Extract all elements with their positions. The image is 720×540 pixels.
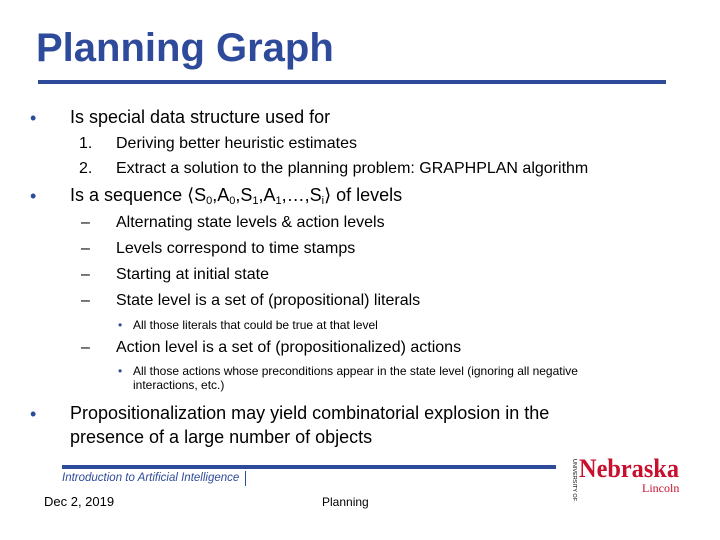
logo-main-text: Nebraska xyxy=(579,454,679,483)
dash-marker: – xyxy=(81,292,90,309)
footer-rule xyxy=(62,465,556,469)
course-name: Introduction to Artificial Intelligence xyxy=(62,471,246,486)
dash-marker: – xyxy=(81,240,90,257)
dash-marker: – xyxy=(81,339,90,356)
dash-marker: – xyxy=(81,214,90,231)
sub-bullet-text: All those literals that could be true at that level xyxy=(133,318,378,332)
sub-bullet-marker: • xyxy=(118,318,123,332)
sub-bullet-text: All those actions whose preconditions appear in the state level (ignoring all negative xyxy=(133,364,578,378)
list-item-text: Action level is a set of (propositionalized) actions xyxy=(116,339,462,356)
list-item-text: Levels correspond to time stamps xyxy=(116,240,356,257)
bullet-text: Propositionalization may yield combinatorial explosion in the xyxy=(70,403,550,423)
logo-bottom-text: Lincoln xyxy=(642,481,680,495)
sub-bullet-text: interactions, etc.) xyxy=(133,378,225,392)
numbered-item-text: Extract a solution to the planning problem: GRAPHPLAN algorithm xyxy=(116,160,589,177)
dash-marker: – xyxy=(81,266,90,283)
slide-title: Planning Graph xyxy=(36,26,334,70)
slide-topic: Planning xyxy=(322,495,369,509)
bullet-marker: • xyxy=(30,186,37,206)
bullet-text: presence of a large number of objects xyxy=(70,427,373,447)
sub-bullet-marker: • xyxy=(118,364,123,378)
numbered-marker: 1. xyxy=(79,135,93,152)
list-item-text: Starting at initial state xyxy=(116,266,269,283)
bullet-text: Is special data structure used for xyxy=(70,107,331,127)
numbered-marker: 2. xyxy=(79,160,93,177)
title-underline xyxy=(38,80,666,84)
numbered-item-text: Deriving better heuristic estimates xyxy=(116,135,357,152)
logo-top-text: UNIVERSITY OF xyxy=(571,459,577,502)
list-item-text: Alternating state levels & action levels xyxy=(116,214,385,231)
list-item-text: State level is a set of (propositional) literals xyxy=(116,292,421,309)
university-logo xyxy=(571,446,682,502)
bullet-marker: • xyxy=(30,108,37,128)
bullet-marker: • xyxy=(30,404,37,424)
slide-date: Dec 2, 2019 xyxy=(44,494,115,509)
bullet-text: Is a sequence $⟨S_0,A_0,S_1,A_1,\dots,S_i⟩$ of levels xyxy=(70,185,403,207)
